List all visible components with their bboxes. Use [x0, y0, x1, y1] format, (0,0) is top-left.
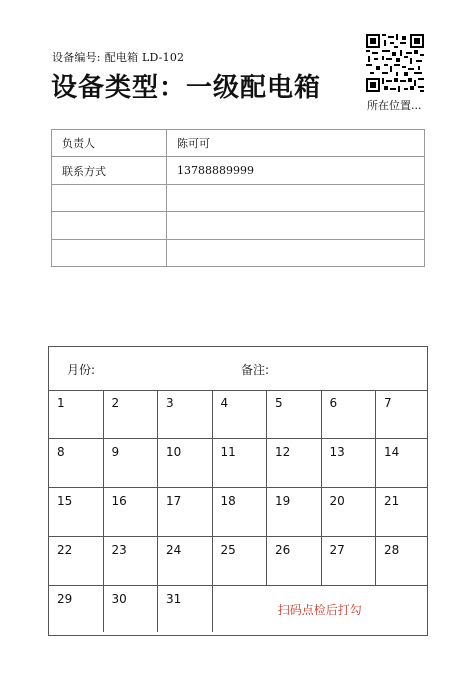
- calendar-day-number: 11: [220, 445, 236, 459]
- calendar-day-number: 27: [329, 543, 345, 557]
- calendar-day-number: 1: [57, 396, 65, 410]
- calendar-day-cell[interactable]: [49, 488, 104, 537]
- device-number-label: 设备编号:: [52, 51, 101, 64]
- calendar-day-number: 21: [384, 494, 400, 508]
- calendar-day-number: 17: [166, 494, 182, 508]
- table-row: [52, 212, 425, 239]
- calendar-day-cell[interactable]: [322, 390, 377, 439]
- device-type-title: 设备类型：一级配电箱: [51, 73, 322, 103]
- calendar-day-number: 3: [166, 396, 174, 410]
- calendar-day-number: 6: [329, 396, 338, 410]
- calendar-day-cell[interactable]: [267, 390, 322, 439]
- calendar-day-cell[interactable]: [158, 439, 213, 488]
- calendar-day-cell[interactable]: [158, 537, 213, 586]
- calendar-day-number: 13: [329, 445, 345, 459]
- calendar-day-cell[interactable]: [104, 586, 159, 632]
- calendar-day-cell[interactable]: [104, 390, 159, 439]
- calendar-day-cell[interactable]: [267, 537, 322, 586]
- calendar-day-cell[interactable]: [322, 439, 377, 488]
- calendar-day-cell[interactable]: [376, 488, 427, 537]
- calendar-day-cell[interactable]: [158, 488, 213, 537]
- calendar-day-number: 22: [57, 543, 73, 557]
- calendar-day-cell[interactable]: [213, 439, 268, 488]
- row-value: 陈可可: [167, 130, 425, 157]
- calendar-day-cell[interactable]: [322, 537, 377, 586]
- calendar-day-number: 15: [57, 494, 73, 508]
- calendar-day-cell[interactable]: [49, 537, 104, 586]
- table-row: [52, 184, 425, 211]
- calendar-day-cell[interactable]: [376, 439, 427, 488]
- table-row: [52, 130, 425, 157]
- calendar-day-cell[interactable]: [267, 439, 322, 488]
- calendar-day-number: 14: [384, 445, 400, 459]
- table-row: [52, 157, 425, 184]
- row-label: [52, 212, 167, 239]
- calendar-day-number: 25: [220, 543, 236, 557]
- calendar-day-cell[interactable]: [104, 488, 159, 537]
- calendar-day-cell[interactable]: [158, 390, 213, 439]
- device-number-value: 配电箱 LD-102: [104, 51, 185, 64]
- row-label: [52, 239, 167, 266]
- calendar-day-cell[interactable]: [104, 439, 159, 488]
- location-label: 所在位置...: [367, 99, 422, 112]
- calendar-day-number: 28: [384, 543, 400, 557]
- device-number-line: [52, 49, 184, 65]
- calendar-day-cell[interactable]: [322, 488, 377, 537]
- calendar-day-number: 26: [275, 543, 291, 557]
- qr-code-icon[interactable]: [366, 34, 424, 92]
- calendar-day-number: 18: [220, 494, 236, 508]
- calendar-day-cell[interactable]: [49, 586, 104, 632]
- table-row: [52, 239, 425, 266]
- calendar-day-number: 20: [329, 494, 345, 508]
- calendar-day-number: 10: [166, 445, 182, 459]
- calendar-day-cell[interactable]: [267, 488, 322, 537]
- row-value: [167, 239, 425, 266]
- calendar-day-number: 8: [57, 445, 65, 459]
- calendar-day-number: 7: [384, 396, 392, 410]
- calendar-day-number: 30: [111, 592, 127, 606]
- calendar-day-number: 4: [220, 396, 229, 410]
- calendar-day-cell[interactable]: [213, 390, 268, 439]
- calendar-day-number: 12: [275, 445, 291, 459]
- row-label: [52, 184, 167, 211]
- scan-check-note: 扫码点检后打勾: [277, 602, 362, 617]
- calendar-day-cell[interactable]: [49, 390, 104, 439]
- calendar-day-number: 31: [166, 592, 182, 606]
- row-value: [167, 184, 425, 211]
- calendar-day-cell[interactable]: [158, 586, 213, 632]
- calendar-header: [49, 347, 427, 391]
- calendar-day-cell[interactable]: [376, 537, 427, 586]
- month-label: 月份:: [67, 363, 96, 377]
- calendar-day-number: 23: [111, 543, 127, 557]
- info-table: [51, 129, 425, 267]
- row-label: 联系方式: [52, 157, 167, 184]
- row-value: 13788889999: [167, 157, 425, 184]
- calendar-day-number: 5: [275, 396, 283, 410]
- calendar-day-cell[interactable]: [49, 439, 104, 488]
- calendar-day-number: 9: [111, 445, 120, 459]
- row-label: 负责人: [52, 130, 167, 157]
- calendar-day-cell[interactable]: [104, 537, 159, 586]
- row-value: [167, 212, 425, 239]
- calendar-day-number: 16: [111, 494, 127, 508]
- remark-label: 备注:: [241, 363, 270, 377]
- calendar-day-number: 29: [57, 592, 73, 606]
- calendar-day-cell[interactable]: [213, 488, 268, 537]
- calendar-day-cell[interactable]: [213, 537, 268, 586]
- calendar-day-number: 24: [166, 543, 182, 557]
- calendar-day-number: 19: [275, 494, 291, 508]
- inspection-calendar: [48, 346, 428, 636]
- calendar-day-cell[interactable]: [376, 390, 427, 439]
- calendar-day-number: 2: [111, 396, 120, 410]
